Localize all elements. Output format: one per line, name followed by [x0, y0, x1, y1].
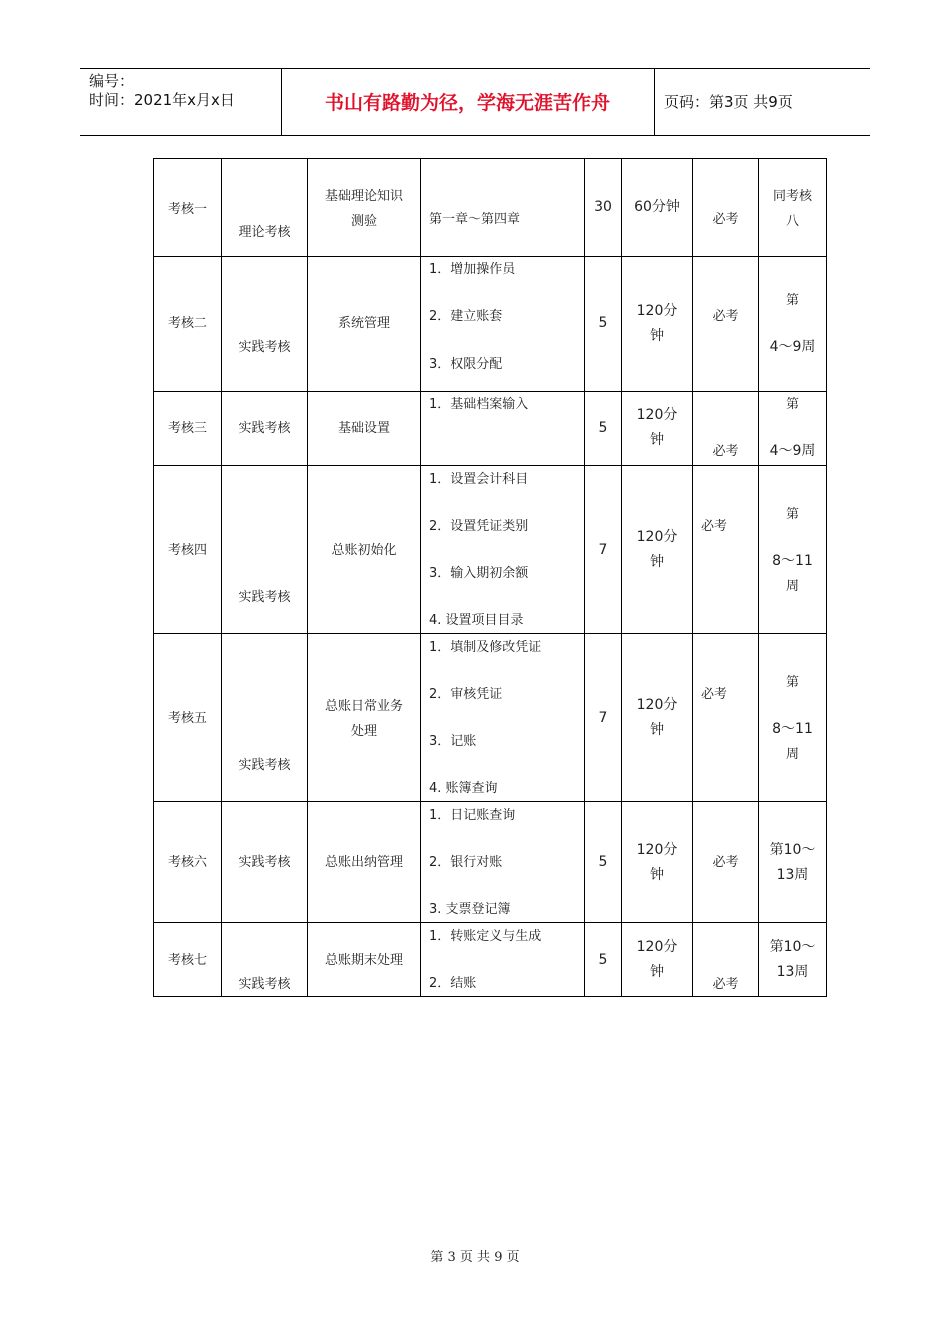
- cell-schedule: 第 4～9周: [759, 392, 827, 466]
- header-page-label: 页码：第3页 共9页: [664, 93, 793, 111]
- cell-type: 实践考核: [222, 392, 308, 466]
- cell-schedule: 同考核 八: [759, 159, 827, 257]
- cell-requirement: 必考: [693, 923, 759, 997]
- header-divider-right: [654, 68, 655, 135]
- assessment-table: [153, 158, 827, 997]
- table-row: [154, 923, 827, 997]
- cell-name: 考核五: [154, 634, 222, 802]
- table-row: [154, 634, 827, 802]
- cell-topic: 基础设置: [308, 392, 421, 466]
- table-row: [154, 802, 827, 923]
- cell-content: 1．增加操作员 2．建立账套 3．权限分配: [421, 257, 585, 392]
- cell-score: 5: [585, 802, 622, 923]
- cell-schedule: 第 4～9周: [759, 257, 827, 392]
- cell-schedule: 第 8～11 周: [759, 634, 827, 802]
- cell-duration: 120分 钟: [622, 802, 693, 923]
- cell-topic: 总账期末处理: [308, 923, 421, 997]
- cell-topic: 系统管理: [308, 257, 421, 392]
- cell-content: 1．基础档案输入: [421, 392, 585, 466]
- cell-type: 理论考核: [222, 159, 308, 257]
- cell-content: 1．填制及修改凭证 2．审核凭证 3．记账 4. 账簿查询: [421, 634, 585, 802]
- cell-score: 5: [585, 392, 622, 466]
- cell-content: 第一章～第四章: [421, 159, 585, 257]
- cell-type: 实践考核: [222, 634, 308, 802]
- cell-duration: 60分钟: [622, 159, 693, 257]
- cell-requirement: 必考: [693, 257, 759, 392]
- header-top-rule: [80, 68, 870, 69]
- header-bottom-rule: [80, 135, 870, 136]
- cell-content: 1．转账定义与生成 2．结账: [421, 923, 585, 997]
- cell-topic: 总账出纳管理: [308, 802, 421, 923]
- cell-duration: 120分 钟: [622, 257, 693, 392]
- table-row: [154, 466, 827, 634]
- cell-type: 实践考核: [222, 923, 308, 997]
- cell-name: 考核一: [154, 159, 222, 257]
- cell-topic: 总账日常业务 处理: [308, 634, 421, 802]
- cell-content: 1．设置会计科目 2．设置凭证类别 3．输入期初余额 4. 设置项目目录: [421, 466, 585, 634]
- cell-requirement: 必考: [693, 802, 759, 923]
- table-row: [154, 392, 827, 466]
- page-footer: 第 3 页 共 9 页: [430, 1250, 520, 1265]
- cell-score: 5: [585, 257, 622, 392]
- cell-type: 实践考核: [222, 466, 308, 634]
- cell-requirement: 必考: [693, 392, 759, 466]
- cell-name: 考核四: [154, 466, 222, 634]
- cell-duration: 120分 钟: [622, 923, 693, 997]
- cell-score: 30: [585, 159, 622, 257]
- cell-requirement: 必考: [693, 159, 759, 257]
- doc-time-label: 时间：2021年x月x日: [89, 91, 235, 109]
- cell-name: 考核七: [154, 923, 222, 997]
- cell-schedule: 第 8～11 周: [759, 466, 827, 634]
- header-motto: 书山有路勤为径，学海无涯苦作舟: [324, 92, 610, 114]
- cell-topic: 总账初始化: [308, 466, 421, 634]
- cell-name: 考核六: [154, 802, 222, 923]
- cell-requirement: 必考: [693, 466, 759, 634]
- table-row: [154, 257, 827, 392]
- cell-topic: 基础理论知识 测验: [308, 159, 421, 257]
- cell-score: 5: [585, 923, 622, 997]
- cell-type: 实践考核: [222, 257, 308, 392]
- cell-name: 考核二: [154, 257, 222, 392]
- cell-duration: 120分 钟: [622, 466, 693, 634]
- cell-duration: 120分 钟: [622, 392, 693, 466]
- cell-name: 考核三: [154, 392, 222, 466]
- cell-content: 1．日记账查询 2．银行对账 3. 支票登记簿: [421, 802, 585, 923]
- cell-duration: 120分 钟: [622, 634, 693, 802]
- cell-score: 7: [585, 466, 622, 634]
- cell-schedule: 第10～ 13周: [759, 802, 827, 923]
- cell-score: 7: [585, 634, 622, 802]
- doc-number-label: 编号：: [89, 72, 135, 90]
- cell-type: 实践考核: [222, 802, 308, 923]
- cell-schedule: 第10～ 13周: [759, 923, 827, 997]
- cell-requirement: 必考: [693, 634, 759, 802]
- table-row: [154, 159, 827, 257]
